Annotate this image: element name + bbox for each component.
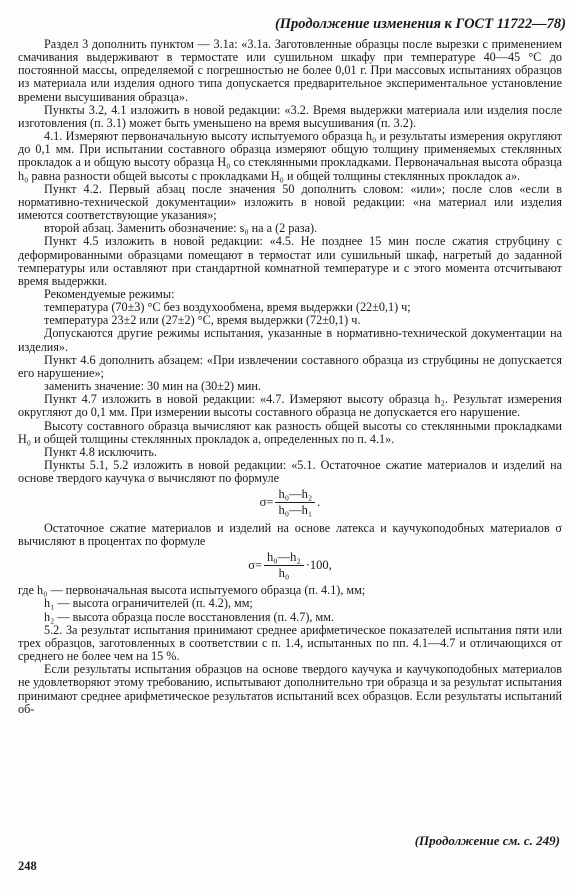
definition-line: где h₀ — первоначальная высота испытуемого образца (п. 4.1), мм; — [18, 583, 366, 598]
formula-lhs: σ= — [248, 558, 263, 573]
formula-fraction — [264, 551, 304, 580]
formula-residual-compression-percent — [18, 551, 562, 580]
definition-line: h₂ — высота образца после восстановления (п. 4.7), мм. — [44, 609, 335, 624]
paragraph: температура 23±2 или (27±2) °С, время выдержки (72±0,1) ч. — [44, 313, 361, 328]
running-header: (Продолжение изменения к ГОСТ 11722—78) — [274, 16, 566, 32]
formula-numerator: h₀—h₂ — [275, 488, 315, 503]
symbol-definitions — [18, 584, 562, 623]
paragraph: Раздел 3 дополнить пунктом — 3.1а: «3.1а. Заготовленные образцы после вырезки с применением смачивания выдерживают в термостате или сушильном шкафу при температуре 40—45 °С до постоянной массы, определяемой с погрешностью не более 0,01 г. При массовых испытаниях образцов из материала или изделия одного типа допускается предварительное экспериментальное установление времени высушивания образца». — [18, 37, 562, 104]
paragraph: Пункт 4.7 изложить в новой редакции: «4.7. Измеряют высоту образца h₂. Результат измерения округляют до 0,1 мм. При измерении высоты составного образца не допускается его нарушение. — [18, 392, 562, 420]
definition-line: h₁ — высота ограничителей (п. 4.2), мм; — [44, 596, 253, 611]
paragraph: Пункт 4.2. Первый абзац после значения 50 дополнить словом: «или»; после слов «если в нормативно-технической документации» изложить в новой редакции: «на материал или изделия имеются соответствующие указания»; — [18, 181, 562, 223]
page-number: 248 — [18, 859, 37, 873]
formula-numerator: h₀—h₂ — [264, 551, 304, 566]
formula-lhs: σ= — [259, 495, 274, 510]
document-body — [18, 38, 562, 716]
paragraph: Пункт 4.8 исключить. — [44, 444, 157, 459]
paragraph: Высоту составного образца вычисляют как разность общей высоты со стеклянными прокладками H₀ и общей толщины стеклянных прокладок a, определенных по п. 4.1». — [18, 418, 562, 446]
formula-residual-compression — [18, 488, 562, 517]
paragraph: Остаточное сжатие материалов и изделий на основе латекса и каучукоподобных материалов σ вычисляют в процентах по формуле — [18, 520, 562, 548]
continuation-note: (Продолжение см. с. 249) — [414, 833, 560, 848]
paragraph: 5.2. За результат испытания принимают среднее арифметическое показателей испытания пяти или трех образцов, заготовленных в соответствии с п. 1.4, испытанных по пп. 4.1—4.7 и отличающихся от среднего не более чем на 15 %. — [18, 622, 562, 664]
formula-fraction — [275, 488, 315, 517]
formula-tail: ·100, — [305, 558, 332, 573]
paragraph: 4.1. Измеряют первоначальную высоту испытуемого образца h₀ и результаты измерения округляют до 0,1 мм. При испытании составного образца измеряют общую толщину применяемых стеклянных прокладок a и общую высоту образца H₀ со стеклянными прокладками. Первоначальная высота образца h₀ равна разности общей высоты с прокладками H₀ и общей толщины стеклянных прокладок a». — [18, 129, 562, 183]
paragraph: Пункты 5.1, 5.2 изложить в новой редакции: «5.1. Остаточное сжатие материалов и изделий на основе твердого каучука σ вычисляют по формуле — [18, 458, 562, 486]
paragraph: Пункт 4.6 дополнить абзацем: «При извлечении составного образца из струбцины не допускается его нарушение»; — [18, 352, 562, 380]
paragraph: Пункты 3.2, 4.1 изложить в новой редакции: «3.2. Время выдержки материала или изделия после изготовления (п. 3.1) может быть уменьшено на время высушивания (п. 3.2). — [18, 102, 562, 130]
paragraph: Если результаты испытания образцов на основе твердого каучука и каучукоподобных материалов не удовлетворяют этому требованию, испытывают дополнительно три образца и за результат испытания принимают среднее арифметическое результатов испытаний всех образцов. Если результаты испытаний об- — [18, 662, 562, 716]
formula-denominator: h₀—h₁ — [278, 503, 313, 518]
formula-tail: . — [317, 495, 321, 510]
paragraph: Рекомендуемые режимы: — [44, 286, 175, 301]
paragraph: температура (70±3) °С без воздухообмена, время выдержки (22±0,1) ч; — [44, 300, 411, 315]
paragraph: второй абзац. Заменить обозначение: s₀ на a (2 раза). — [44, 221, 318, 236]
paragraph: Допускаются другие режимы испытания, указанные в нормативно-технической документации на изделия». — [18, 326, 562, 354]
paragraph: Пункт 4.5 изложить в новой редакции: «4.5. Не позднее 15 мин после сжатия струбцину с деформированными образцами помещают в термостат или сушильный шкаф, нагретый до заданной температуры или оставляют при стандартной комнатной температуре и с этого момента отсчитывают время выдержки. — [18, 234, 562, 288]
paragraph: заменить значение: 30 мин на (30±2) мин. — [44, 379, 261, 394]
formula-denominator: h₀ — [278, 566, 290, 581]
